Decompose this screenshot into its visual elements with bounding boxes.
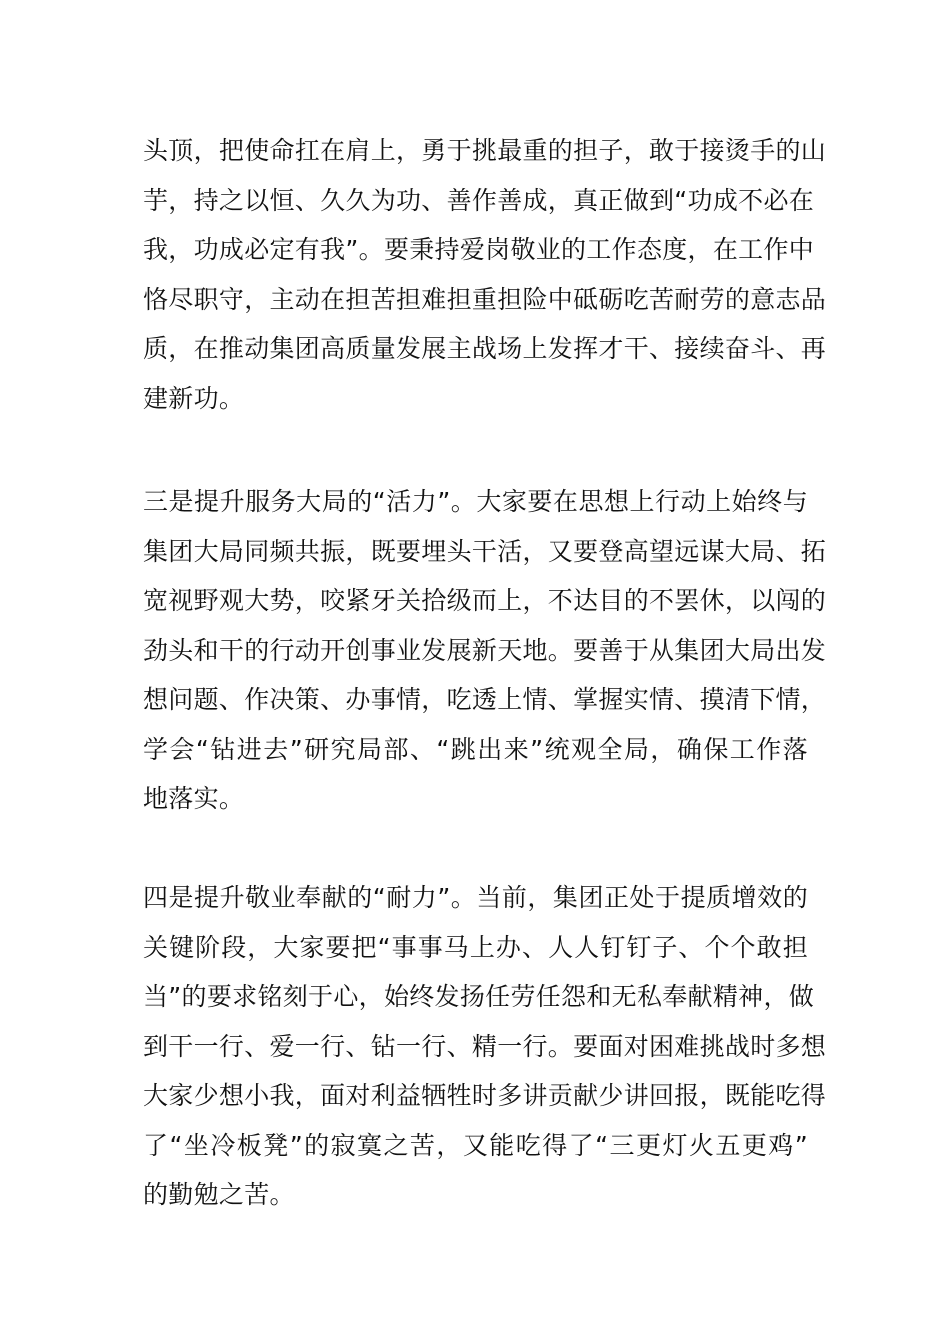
text-line: 芋，持之以恒、久久为功、善作善成，真正做到“功成不必在 xyxy=(143,185,815,215)
text-line: 学会“钻进去”研究局部、“跳出来”统观全局，确保工作落 xyxy=(143,734,808,764)
text-line: 的勤勉之苦。 xyxy=(143,1180,295,1209)
text-line: 集团大局同频共振，既要埋头干活，又要登高望远谋大局、拓 xyxy=(143,536,827,566)
text-line: 想问题、作决策、办事情，吃透上情、掌握实情、摸清下情， xyxy=(143,685,827,714)
text-line: 四是提升敬业奉献的“耐力”。当前，集团正处于提质增效的 xyxy=(143,883,808,912)
text-line: 头顶，把使命扛在肩上，勇于挑最重的担子，敢于接烫手的山 xyxy=(143,136,827,165)
text-line: 地落实。 xyxy=(143,784,245,813)
text-line: 建新功。 xyxy=(143,383,245,413)
text-line: 劲头和干的行动开创事业发展新天地。要善于从集团大局出发 xyxy=(143,635,827,665)
text-line: 到干一行、爱一行、钻一行、精一行。要面对困难挑战时多想 xyxy=(143,1031,827,1061)
text-line: 宽视野观大势，咬紧牙关拾级而上，不达目的不罢休，以闯的 xyxy=(143,586,827,615)
text-line: 大家少想小我，面对利益牺牲时多讲贡献少讲回报，既能吃得 xyxy=(143,1081,827,1110)
paragraph-service-vitality xyxy=(143,477,827,824)
paragraph-dedication-endurance xyxy=(143,873,827,1220)
text-line: 我，功成必定有我”。要秉持爱岗敬业的工作态度，在工作中 xyxy=(143,235,815,264)
text-line: 关键阶段，大家要把“事事马上办、人人钉钉子、个个敢担 xyxy=(143,932,808,962)
text-line: 了“坐冷板凳”的寂寞之苦，又能吃得了“三更灯火五更鸡” xyxy=(143,1130,808,1160)
text-line: 当”的要求铭刻于心，始终发扬任劳任怨和无私奉献精神，做 xyxy=(143,982,815,1011)
text-line: 恪尽职守，主动在担苦担难担重担险中砥砺吃苦耐劳的意志品 xyxy=(143,284,827,314)
text-line: 三是提升服务大局的“活力”。大家要在思想上行动上始终与 xyxy=(143,487,808,516)
paragraph-commitment xyxy=(143,126,827,423)
text-line: 质，在推动集团高质量发展主战场上发挥才干、接续奋斗、再 xyxy=(143,334,827,363)
